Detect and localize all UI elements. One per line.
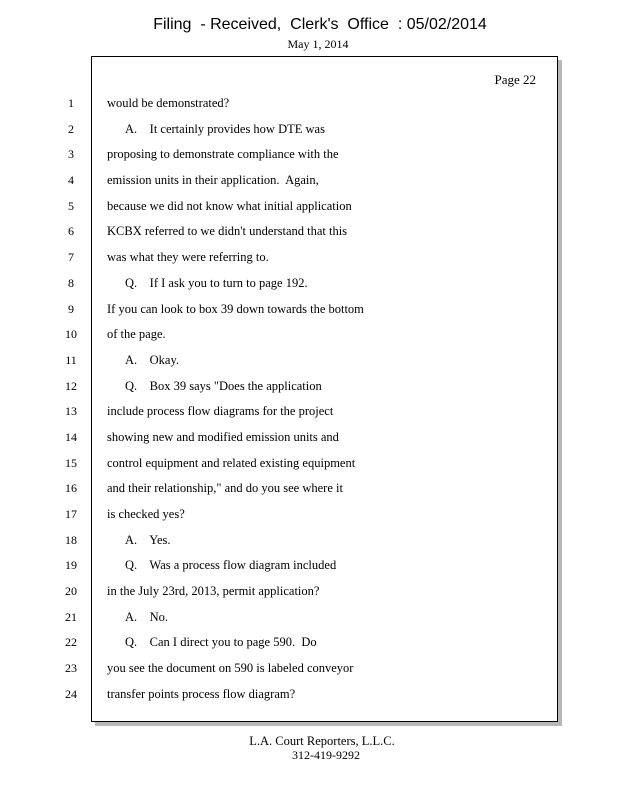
transcript-line [0, 503, 560, 529]
line-text: because we did not know what initial application [107, 198, 352, 213]
line-number: 21 [65, 609, 77, 624]
line-text: showing new and modified emission units and [107, 429, 339, 444]
line-number: 15 [65, 455, 77, 470]
transcript-line [0, 375, 560, 401]
line-text: you see the document on 590 is labeled conveyor [107, 661, 354, 676]
line-number: 11 [65, 352, 77, 367]
line-number: 6 [68, 224, 74, 239]
line-number: 2 [68, 121, 74, 136]
transcript-line [0, 220, 560, 246]
line-text: A. No. [125, 609, 169, 624]
line-text: and their relationship," and do you see where it [107, 481, 343, 496]
transcript-line [0, 683, 560, 709]
filing-stamp: Filing - Received, Clerk's Office : 05/02/2014 [153, 16, 487, 33]
transcript-line [0, 580, 560, 606]
line-number: 24 [65, 686, 77, 701]
line-number: 20 [65, 584, 77, 599]
line-text: Q. Box 39 says "Does the application [125, 378, 322, 393]
line-number: 19 [65, 558, 77, 573]
transcript-line [0, 143, 560, 169]
line-number: 5 [68, 198, 74, 213]
line-text: A. It certainly provides how DTE was [125, 121, 325, 136]
transcript-line [0, 272, 560, 298]
line-text: KCBX referred to we didn't understand that this [107, 224, 348, 239]
line-text: proposing to demonstrate compliance with the [107, 147, 339, 162]
line-number: 4 [68, 173, 74, 188]
line-text: Q. If I ask you to turn to page 192. [125, 275, 308, 290]
line-number: 3 [68, 147, 74, 162]
transcript-line [0, 92, 560, 118]
transcript-line [0, 477, 560, 503]
transcript-line [0, 246, 560, 272]
transcript-line [0, 529, 560, 555]
line-text: in the July 23rd, 2013, permit application? [107, 584, 320, 599]
line-text: emission units in their application. Again, [107, 173, 319, 188]
line-text: control equipment and related existing equipment [107, 455, 356, 470]
line-number: 14 [65, 429, 77, 444]
line-number: 10 [65, 327, 77, 342]
line-text: was what they were referring to. [107, 250, 269, 265]
transcript-line [0, 298, 560, 324]
transcript-line [0, 349, 560, 375]
transcript-line [0, 323, 560, 349]
line-number: 1 [68, 96, 74, 110]
page-number: Page 22 [494, 72, 536, 87]
line-text: Q. Was a process flow diagram included [125, 558, 337, 573]
transcript-date: May 1, 2014 [287, 37, 349, 51]
line-number: 8 [68, 275, 74, 290]
transcript-line [0, 554, 560, 580]
line-text: A. Yes. [125, 532, 171, 547]
transcript-line [0, 606, 560, 632]
transcript-line [0, 400, 560, 426]
transcript-lines [0, 92, 560, 709]
transcript-line [0, 631, 560, 657]
line-text: include process flow diagrams for the project [107, 404, 334, 419]
line-number: 18 [65, 532, 77, 547]
line-number: 16 [65, 481, 77, 496]
line-number: 12 [65, 378, 77, 393]
line-number: 9 [68, 301, 74, 316]
line-number: 17 [65, 507, 77, 521]
line-text: of the page. [107, 327, 166, 342]
line-number: 13 [65, 404, 77, 419]
line-text: is checked yes? [107, 507, 185, 521]
line-text: would be demonstrated? [107, 96, 230, 110]
transcript-line [0, 118, 560, 144]
line-text: Q. Can I direct you to page 590. Do [125, 635, 317, 650]
line-number: 23 [65, 661, 77, 676]
transcript-line [0, 169, 560, 195]
transcript-line [0, 657, 560, 683]
line-text: transfer points process flow diagram? [107, 686, 296, 701]
line-number: 22 [65, 635, 77, 650]
line-number: 7 [68, 250, 74, 265]
reporter-name: L.A. Court Reporters, L.L.C. [249, 734, 395, 748]
line-text: If you can look to box 39 down towards the bottom [107, 301, 364, 316]
transcript-line [0, 452, 560, 478]
reporter-phone: 312-419-9292 [292, 748, 360, 762]
transcript-line [0, 195, 560, 221]
transcript-line [0, 426, 560, 452]
line-text: A. Okay. [125, 352, 180, 367]
